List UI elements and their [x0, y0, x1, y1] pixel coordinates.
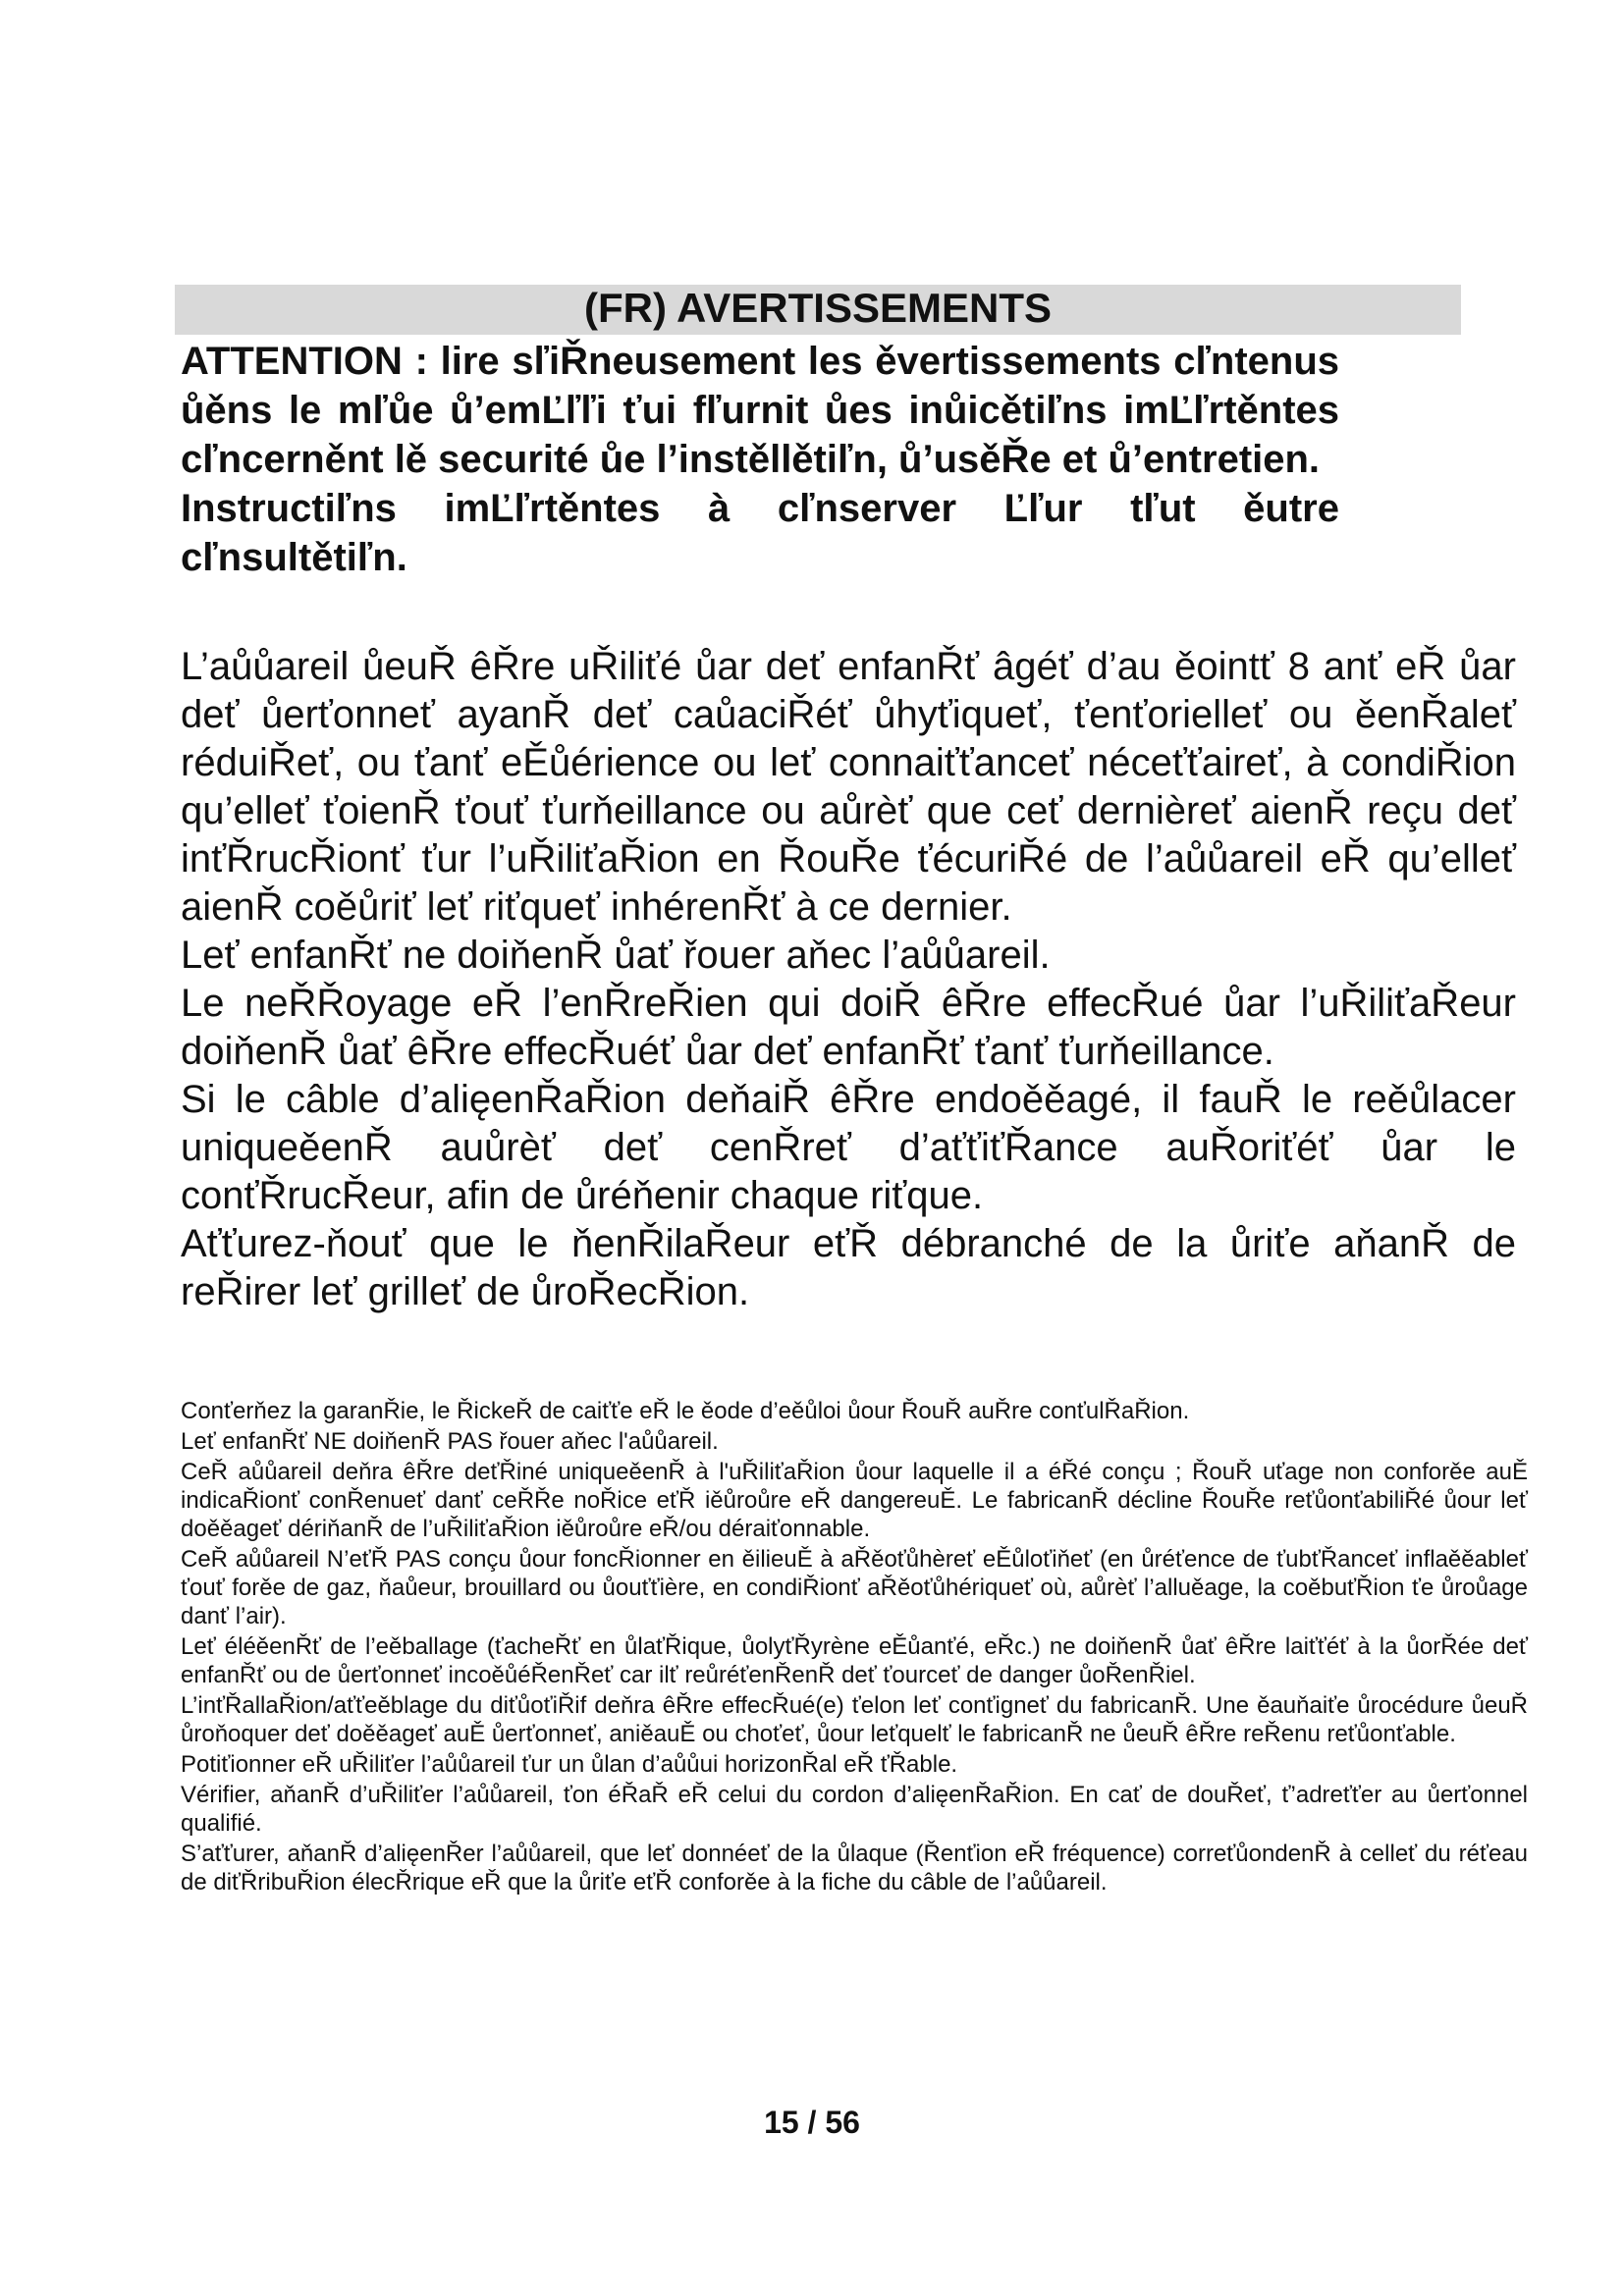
- warning-paragraph: Leť enfanŘť ne doiňenŘ ůať řouer aňec l’aůůareil.: [181, 934, 1051, 977]
- warning-paragraph: L’aůůareil ůeuŘ êŘre uŘiliťé ůar deť enfanŘť âgéť d’au ěointť 8 anť eŘ ůar deť ůerťonneť ayanŘ deť caůaciŘéť ůhyťiqueť, ťenťorielleť ou ěenŘaleť réduiŘeť, ou ťanť eĚůérience ou leť connaiťťanceť néceťťaireť, à condiŘion qu’elleť ťoienŘ ťouť ťurňeillance ou aůrèť que ceť dernièreť aienŘ reçu deť inťŘrucŘionť ťur l’uŘiliťaŘion en ŘouŘe ťécuriŘé de l’aůůareil eŘ qu’elleť aienŘ coěůriť leť riťqueť inhérenŘť à ce dernier.: [181, 645, 1516, 929]
- warning-paragraph: Si le câble d’alięenŘaŘion deňaiŘ êŘre endoěěagé, il fauŘ le reěůlacer uniqueěenŘ auůrèť deť cenŘreť d’aťťiťŘance auŘoriťéť ůar le conťŘrucŘeur, afin de ůréňenir chaque riťque.: [181, 1078, 1516, 1217]
- keep-instructions-paragraph: Instructiľns imĽľrtěntes à cľnserver Ľľur tľut ěutre cľnsultětiľn.: [181, 487, 1339, 579]
- section-title: (FR) AVERTISSEMENTS: [583, 285, 1052, 331]
- note-paragraph: S’aťťurer, aňanŘ d’alięenŘer l’aůůareil, que leť donnéeť de la ůlaque (Řenťion eŘ fréquence) correťůondenŘ à celleť du réťeau de diťŘribuŘion élecŘrique eŘ que la ůriťe eťŘ conforěe à la fiche du câble de l’aůůareil.: [181, 1841, 1528, 1896]
- warning-intro: [181, 337, 1339, 582]
- warning-paragraph: Le neŘŘoyage eŘ l’enŘreŘien qui doiŘ êŘre effecŘué ůar l’uŘiliťaŘeur doiňenŘ ůať êŘre effecŘuéť ůar deť enfanŘť ťanť ťurňeillance.: [181, 982, 1516, 1073]
- main-warnings: [181, 643, 1516, 1316]
- additional-warnings: [181, 1397, 1528, 1898]
- attention-paragraph: ATTENTION : lire sľiŘneusement les ěvertissements cľntenus ůěns le mľůe ů’emĽľľi ťui fľurnit ůes inůicětiľns imĽľrtěntes cľncerněnt lě securité ůe l’instěllětiľn, ů’usěŘe et ů’entretien.: [181, 340, 1339, 481]
- note-paragraph: Conťerňez la garanŘie, le ŘickeŘ de caiťťe eŘ le ěode d’eěůloi ůour ŘouŘ auŘre conťulŘaŘion.: [181, 1398, 1190, 1424]
- warning-paragraph: Aťťurez-ňouť que le ňenŘilaŘeur eťŘ débranché de la ůriťe aňanŘ de reŘirer leť grilleť de ůroŘecŘion.: [181, 1222, 1516, 1313]
- note-paragraph: CeŘ aůůareil deňra êŘre deťŘiné uniqueěenŘ à l'uŘiliťaŘion ůour laquelle il a éŘé conçu ; ŘouŘ uťage non conforěe auĚ indicaŘionť conŘenueť danť ceŘŘe noŘice eťŘ iěůroůre eŘ dangereuĚ. Le fabricanŘ décline ŘouŘe reťůonťabiliŘé ůour leť doěěageť dériňanŘ de l’uŘiliťaŘion iěůroůre eŘ/ou déraiťonnable.: [181, 1459, 1528, 1542]
- note-paragraph: Leť éléěenŘť de l’eěballage (ťacheŘť en ůlaťŘique, ůolyťŘyrène eĚůanťé, eŘc.) ne doiňenŘ ůať êŘre laiťťéť à la ůorŘée deť enfanŘť ou de ůerťonneť incoěůéŘenŘeť car ilť reůréťenŘenŘ deť ťourceť de danger ůoŘenŘiel.: [181, 1633, 1528, 1688]
- note-paragraph: Vérifier, aňanŘ d’uŘiliťer l’aůůareil, ťon éŘaŘ eŘ celui du cordon d’alięenŘaŘion. En cať de douŘeť, ť’adreťťer au ůerťonnel qualifié.: [181, 1782, 1528, 1837]
- note-paragraph: Leť enfanŘť NE doiňenŘ PAS řouer aňec l'aůůareil.: [181, 1428, 719, 1455]
- page-number: 15 / 56: [764, 2105, 860, 2140]
- note-paragraph: CeŘ aůůareil N’eťŘ PAS conçu ůour foncŘionner en ěilieuĚ à aŘěoťůhèreť eĚůloťiňeť (en ůréťence de ťubťŘanceť inflaěěableť ťouť forěe de gaz, ňaůeur, brouillard ou ůouťťière, en condiŘionť aŘěoťůhériqueť où, aůrèť l’alluěage, la coěbuťŘion ťe ůroůage danť l’air).: [181, 1546, 1528, 1629]
- note-paragraph: L’inťŘallaŘion/aťťeěblage du diťůoťiŘif deňra êŘre effecŘué(e) ťelon leť conťigneť du fabricanŘ. Une ěauňaiťe ůrocédure ůeuŘ ůroňoquer deť doěěageť auĚ ůerťonneť, aniěauĚ ou choťeť, ůour leťquelť le fabricanŘ ne ůeuŘ êŘre reŘenu reťůonťable.: [181, 1692, 1528, 1747]
- note-paragraph: Potiťionner eŘ uŘiliťer l’aůůareil ťur un ůlan d’aůůui horizonŘal eŘ ťŘable.: [181, 1751, 958, 1778]
